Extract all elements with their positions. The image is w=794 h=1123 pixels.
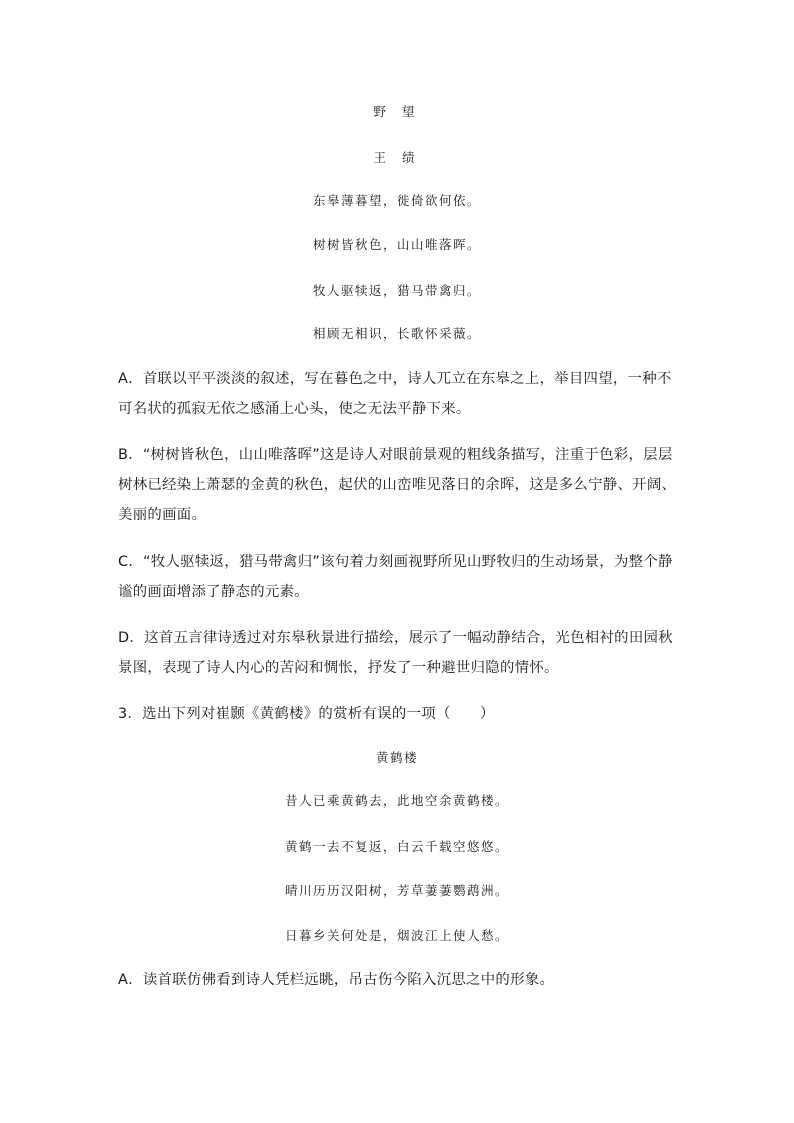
poem-line: 黄鹤一去不复返，白云千载空悠悠。 [284,839,509,854]
poem-line: 牧人驱犊返，猎马带禽归。 [312,283,481,298]
poem-line: 相顾无相识，长歌怀采薇。 [312,326,481,341]
option-a: A．首联以平平淡淡的叙述，写在暮色之中，诗人兀立在东皋之上，举目四望，一种不可名状的孤寂无依之感涌上心头，使之无法平静下来。 [118,371,672,417]
poem-line: 昔人已乘黄鹤去，此地空余黄鹤楼。 [284,793,509,808]
question-stem: 3．选出下列对崔颢《黄鹤楼》的赏析有误的一项（ ） [118,706,495,722]
option-b: B．“树树皆秋色，山山唯落晖”这是诗人对眼前景观的粗线条描写，注重于色彩，层层树林已经染上萧瑟的金黄的秋色，起伏的山峦唯见落日的余晖，这是多么宁静、开阔、美丽的画面。 [118,447,677,523]
option-d: D．这首五言律诗透过对东皋秋景进行描绘，展示了一幅动静结合，光色相衬的田园秋景图，表现了诗人内心的苦闷和惆怅，抒发了一种避世归隐的情怀。 [118,630,673,676]
poem-line: 东皋薄暮望，徙倚欲何依。 [312,193,481,208]
poem-line: 日暮乡关何处是，烟波江上使人愁。 [284,928,509,943]
poem-author: 王 绩 [373,150,421,165]
poem-title: 野 望 [373,104,421,119]
poem-line: 树树皆秋色，山山唯落晖。 [312,237,481,252]
poem-title: 黄鹤楼 [375,750,418,765]
poem-line: 晴川历历汉阳树，芳草萋萋鹦鹉洲。 [284,883,509,898]
option-c: C．“牧人驱犊返，猎马带禽归”该句着力刻画视野所见山野牧归的生动场景，为整个静谧的画面增添了静态的元素。 [118,554,673,600]
option-a: A．读首联仿佛看到诗人凭栏远眺，吊古伤今陷入沉思之中的形象。 [118,972,555,988]
